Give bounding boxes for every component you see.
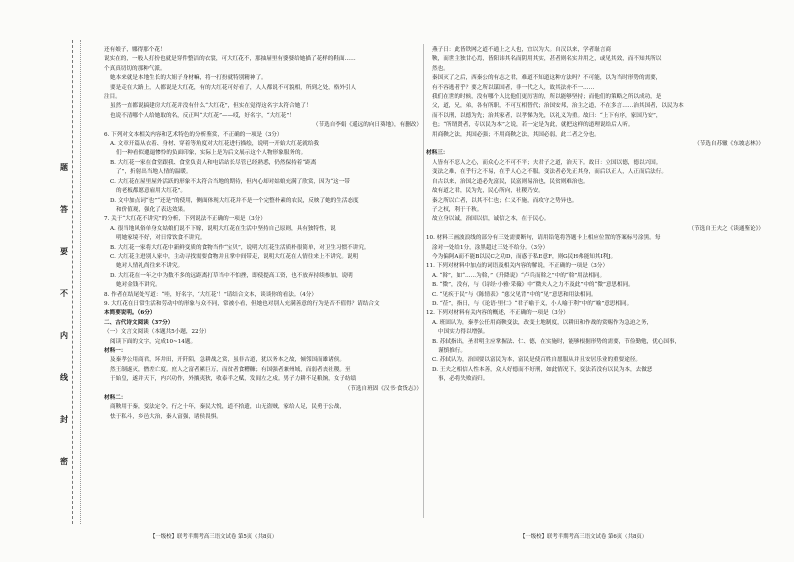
- right-footer: 【一级校】联考半期考高三语文试卷 第6页（共8页）: [520, 534, 648, 540]
- right-line: 事，必将失败而归。: [438, 376, 489, 383]
- left-line: A. 很当地风俗单身女姑娘们说不下嫁，说明大红花在生活中坚持自己原则，具有独特性，说: [110, 225, 336, 232]
- right-line: 自古以来，治国之道必先富民，民富则易治也，民贫则难治也。: [432, 178, 589, 185]
- right-line: B. “微”，没有，与《诗经·小雅·采薇》中“微夫人之力不及此”中的“微”意思相同。: [432, 282, 634, 289]
- left-footer: 【一级校】联考半期考高三语文试卷 第5页（共8页）: [150, 534, 278, 540]
- left-line: 商鞅用于秦，变法定令，行之十年，秦民大悦，道不拾遗，山无盗贼，家给人足，民勇于公战，: [110, 404, 345, 411]
- right-line: 然也。: [432, 65, 449, 72]
- left-line: B. 大红花一家将大红花中新鲜变质的食物当作“宝贝”，说明大红花生活质朴很简单，对卫生习惯不讲究。: [110, 244, 370, 251]
- right-line: 而不以刑，以德为先；治其家者，以孝悌为先，以礼义为重。故曰：“上下有序，家国乃安”，: [432, 112, 662, 119]
- right-line: 谨慎推行。: [438, 348, 466, 354]
- left-line: （节选自李娟《遥远的向日葵地》，有删改）: [312, 122, 422, 129]
- left-line: A. 文章开篇从衣着、身材、穿着等角度对大红花进行描绘，说明一开始大红花就给我: [110, 141, 319, 148]
- right-line: 子之权，利于千秋。: [432, 206, 483, 213]
- right-page: [426, 46, 764, 385]
- right-line: 故有道之君，民为先，民心所向，社稷乃安。: [432, 188, 544, 195]
- binding-char: 答: [60, 204, 68, 214]
- binding-char: 要: [60, 246, 68, 256]
- left-line: D. 大红花在一年之中为数不多的远距离打草当中不怕挫，即使提高工资，也不放弃持续参加，说明: [110, 272, 353, 279]
- left-line: 还有娘子，娜得那个花！: [104, 47, 166, 53]
- left-line: 个真真切切的那种气派。: [104, 65, 166, 72]
- right-line: 12. 下列对材料有关内容的概述，不正确的一项是（3分）: [426, 310, 569, 317]
- right-line: 人皆有不忍人之心，而众心之不可不平；夫君子之道，治天下。故曰：立国以德，德以兴国。: [432, 159, 662, 166]
- left-line: 她对金钱不讲究。: [116, 282, 161, 289]
- right-line: （节选自王夫之《读通鉴论》）: [688, 225, 764, 232]
- right-line: 用商鞅之法，其国必强；不用商鞅之法，其国必弱，此二者之分也。: [432, 131, 600, 138]
- left-line: 明她家境不好，对日常饮食不讲究。: [116, 235, 206, 242]
- binding-line-inner: [80, 40, 81, 524]
- left-line: 说实在的，一般人打扮也就是穿件整洁的衣裳，可大红花不，那抽屉里有婆婆给她描了花样的鞋面……: [104, 56, 356, 63]
- right-line: C. 苏轼认为，治国要以富民为本，富民是使百姓自愿服从并且安居乐业的重要途径。: [432, 357, 642, 364]
- right-line: 我们在世的时候，没有哪个人比他们更厉害的，所以能够坚持；而他们的策略之所以成功，是: [432, 94, 662, 101]
- right-line: A. 班固认为，秦孝公任用商鞅变法，改变土地制度，以耕田和作战的赏赐作为急迫之务，: [432, 319, 653, 326]
- left-line: 然王制遂灭，僭差亡度。庶人之富者累巨万，而贫者食糟糠；有国强者兼州域，而弱者丧社稷。至: [110, 366, 351, 373]
- binding-char: 线: [60, 372, 68, 382]
- left-line: 7. 关于“大红花不讲究”的分析，下列说法不正确的一项是（3分）: [104, 216, 266, 223]
- left-line: （节选自班固《汉书·食货志》）: [344, 385, 422, 392]
- binding-char: 题: [60, 162, 68, 172]
- binding-char: 内: [60, 330, 68, 340]
- right-line: 鞅，而世主独甘心焉，皆阳讳其名而阴用其实，甚者则名实并用之，或见其效，而不知其所以: [432, 56, 662, 63]
- left-line: C. 大红花主进别人家中，主动寻找需要食物并且掌中间带走，说明大红花在人情往来上不讲究。说明: [110, 253, 359, 260]
- binding-line: [72, 40, 73, 524]
- binding-strip: [40, 40, 98, 524]
- right-line: A. “斡”，如“……为斡，”《升降说》“卢兵而斡之”中的“斡”用法相同。: [432, 272, 606, 279]
- left-line: 材料一：: [104, 348, 127, 354]
- right-line: D. 王夫之相信人性本善，众人好德而不好刑，如此情况下，变法若没有以民为本，去做恶: [432, 366, 653, 373]
- left-line: 虽然一直都说搞建房大红花并没有什么“大红花”，但实在觉得这名字太符合她了！: [110, 103, 312, 110]
- left-line: 们一种看似邋遢惨怜的负面印象，实际上是为后文展示这个人物形象服务的。: [116, 150, 307, 157]
- right-line: 中国实力得以增强。: [438, 329, 489, 336]
- right-line: 涂对一处给1分，涂黑超过三处不给分。（3分）: [432, 244, 549, 251]
- left-line: 的老板都愿意雇用大红花”。: [116, 188, 186, 195]
- left-line: C. 大红花在屋里屋外活跃的形象不太符合当地的期待，但内心却对姑娘充满了欣赏，因为“这一带: [110, 178, 350, 185]
- binding-char: 不: [60, 288, 68, 298]
- left-line: 材料二：: [104, 395, 127, 402]
- right-line: 父，道，兄，弟，各有所职，不可互相替代；治国安邦，治主之道，不在多言……治其国者，以民为本: [432, 103, 684, 110]
- left-line: 她对人情礼尚往来不讲究。: [116, 263, 184, 270]
- left-line: 她本来就是本地生长的大姐子身材嘛，将一打扮就特别精神了。: [110, 75, 267, 82]
- left-line: 要是走在大路上，人都说是大红花，有的大红花可好看了，人人都说不可貌相，所到之处，格外引人: [110, 84, 357, 91]
- left-line: 及秦孝公用商君，坏井田，开阡陌，急耕战之赏，虽非古道，犹以务本之故，倾邻国而雄诸侯。: [110, 357, 345, 364]
- right-line: 秦国灭了之后，西秦公的有志之君，难道不知道这种方法吗？不可能，以为当时形势的需要，: [432, 75, 662, 82]
- left-line: （一）文言文阅读（本题共5小题，22分）: [104, 329, 210, 336]
- right-line: （节选自苏辙《东坡志林》）: [694, 141, 764, 148]
- binding-char: 封: [60, 414, 68, 424]
- right-line: 也；“所谓贤者，专以民为本”之说，若一定是为此，就把这样的道理说给后人听。: [432, 122, 634, 129]
- right-line: 材料三：: [426, 150, 449, 157]
- left-line: 也说不清哪个人给她取的名，反正叫“大红花”——哎，好名字，“大红花”！: [110, 112, 295, 119]
- left-line: B. 大红花一家在食堂跟我、食堂负责人和电话站长尽管已经熟悉，仍然保持着“距离: [110, 159, 317, 166]
- right-line: 11. 下列对材料中加点的词语及相关内容的解说，不正确的一项是（3分）: [426, 263, 609, 270]
- left-line: 注目。: [104, 94, 121, 101]
- right-line: C. “见疾于民”与《陈情表》“慈父见背”中的“见”意思和用法相同。: [432, 291, 597, 298]
- left-line: 和价值观，强化了表达效果。: [116, 206, 189, 213]
- left-line: 8. 作者在结尾处写道：“哇，好名字，‘大红花’！”请结合文本，谈谈你的看法。（4分）: [104, 291, 317, 298]
- left-page: [104, 46, 422, 422]
- left-line: 9. 大红花在日常生活和劳动中的形象与众不同，常被小看，但她也对别人充满善意的行为是否不值得？请结合文: [104, 300, 380, 307]
- right-line: 燕子日：此皆铁网之道不通上之人也，宜以为大。自汉以来，学者耻言商: [432, 47, 612, 53]
- page-divider: [423, 44, 424, 518]
- right-line: 秦之所以亡者，以其不仁也；仁义不施，而攻守之势异也。: [432, 197, 578, 204]
- left-line: 本简要说明。（6分）: [104, 310, 156, 317]
- left-line: 二、古代诗文阅读（37分）: [104, 319, 174, 326]
- right-line: 变法之难，在乎行之不易，在乎人心之不服。变法者必先正其身，而后以正人，人正而后法行。: [432, 169, 667, 176]
- right-line: 10. 材料三画波浪线的部分有三处需要断句，请用铅笔将答题卡上相应位置的答案标号涂黑。每: [426, 235, 661, 242]
- right-line: 有不容逃者乎？要之所以谋国者，非一代之人，故其法亦不一……: [432, 84, 595, 91]
- right-line: B. 苏轼指出，圣君明主应掌握法、仁、德，在实施时，能够根据形势的需要，节俭勤勉，优心国事，: [432, 338, 681, 345]
- binding-char: 密: [60, 456, 68, 466]
- left-line: 了”，折射出当地人情的温暖。: [116, 169, 192, 176]
- left-line: 阅读下面的文字，完成10~14题。: [110, 338, 197, 345]
- right-line: 今为偏阿A而不能B以民C之功D，而惑于私E意F，则G民H弗能知其I利J。: [432, 253, 617, 260]
- right-line: 故立身以诚，治国以信，诚信之本，在于民心。: [432, 216, 550, 223]
- left-line: D. 文中加点词“也”“还是”的使用，侧面体现大红花并不是一个完整朴素的农民，反映了她的生活态度: [110, 197, 359, 204]
- right-line: D. “莅”，指日，与《论语·里仁》“君子喻于义，小人喻于利”中的“喻”意思相同。: [432, 300, 633, 307]
- left-line: 6. 下列对文本相关内容和艺术特色的分析鉴赏，不正确的一项是（3分）: [104, 131, 283, 138]
- left-line: 怯于私斗，乡邑大治，秦人富强，诸侯畏惧。: [110, 413, 222, 420]
- left-line: 于始皇，遂并天下，内兴功作，外攘夷狄，收泰半之赋，发闾左之戍。男子力耕不足粮饷，女子纺绩: [110, 376, 357, 383]
